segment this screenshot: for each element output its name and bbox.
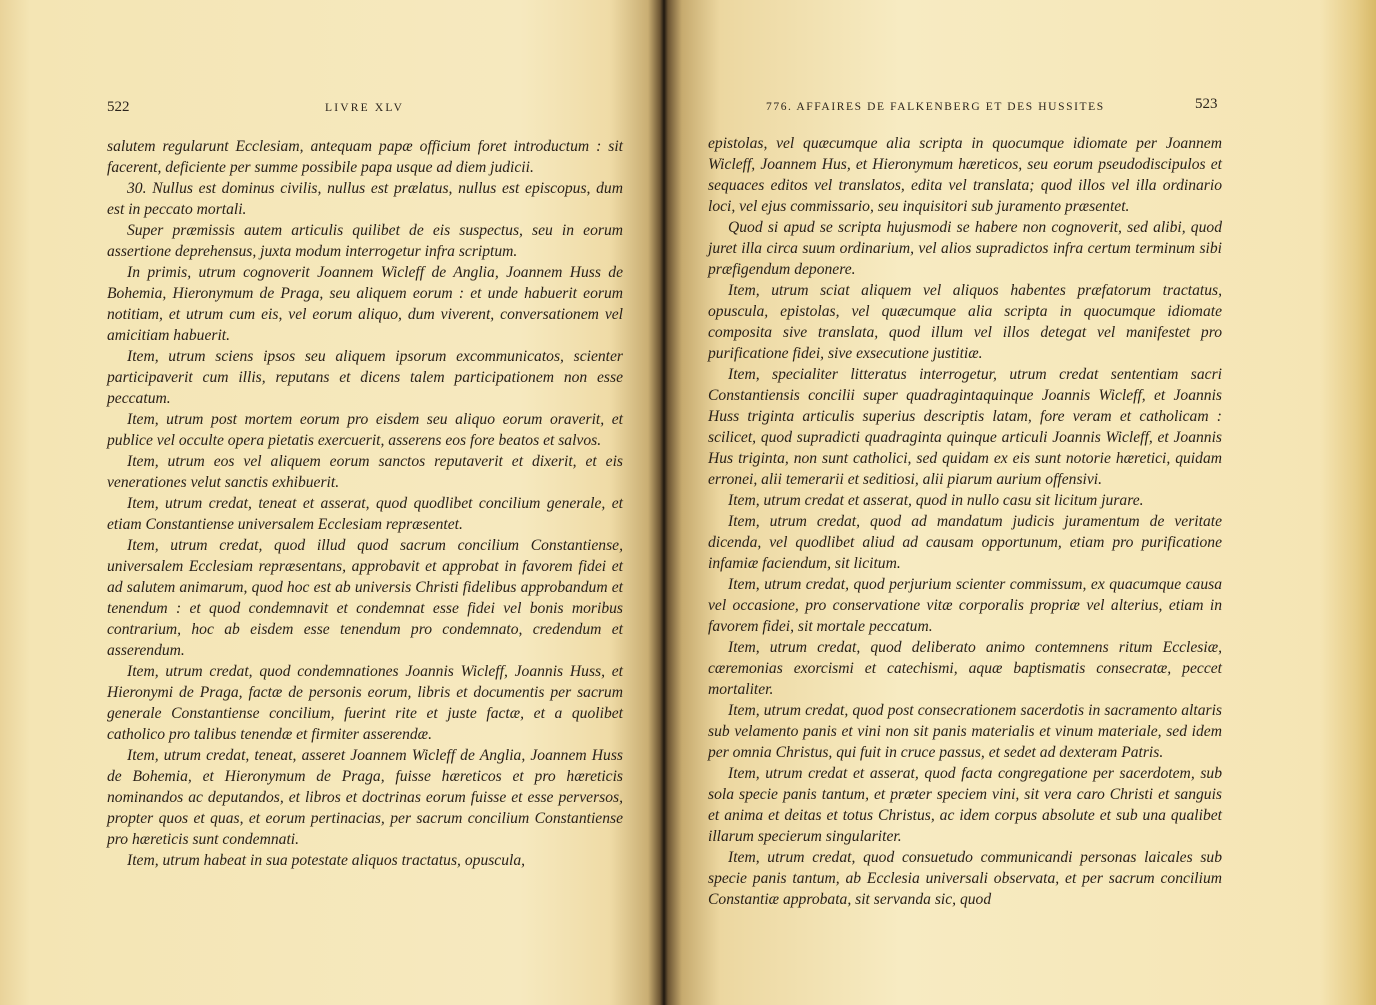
paragraph: Item, utrum sciens ipsos seu aliquem ipsorum excommunicatos, scienter participaverit cum illis, reputans et dicens talem participationem non esse peccatum. <box>107 348 623 407</box>
paragraph: Item, utrum credat, quod illud quod sacrum concilium Constantiense, universalem Ecclesiam repræsentans, approbavit et approbat in favorem fidei et ad salutem animarum, quod hoc est ab universis Christi fidelibus approbandum et tenendum : et quod condemnavit et condemnat esse fidei vel bonis moribus contrarium, hoc ab eisdem esse tenendum pro condemnato, credendum et asserendum. <box>107 537 623 659</box>
paragraph: Item, utrum credat, quod consuetudo communicandi personas laicales sub specie panis tantum, ab Ecclesia universali observata, et per sacrum concilium Constantiæ approbata, sit servanda sic, quod <box>708 849 1222 908</box>
paragraph: Item, utrum credat, teneat et asserat, quod quodlibet concilium generale, et etiam Constantiense universalem Ecclesiam repræsentet. <box>107 495 623 533</box>
paragraph: salutem regularunt Ecclesiam, antequam papæ officium foret introductum : sit facerent, deficiente per summe possibile papa usque ad diem judicii. <box>107 138 623 176</box>
paragraph: Item, utrum credat, quod perjurium scienter commissum, ex quacumque causa vel occasione, pro conservatione vitæ corporalis propriæ vel alterius, etiam in favorem fidei, sit mortale peccatum. <box>708 576 1222 635</box>
running-head: LIVRE XLV <box>325 102 405 114</box>
running-head: 776. AFFAIRES DE FALKENBERG ET DES HUSSITES <box>766 101 1105 113</box>
paragraph: 30. Nullus est dominus civilis, nullus est prælatus, nullus est episcopus, dum est in peccato mortali. <box>107 180 623 218</box>
paragraph: epistolas, vel quæcumque alia scripta in quocumque idiomate per Joannem Wicleff, Joannem Hus, et Hieronymum hæreticos, seu eorum pseudodiscipulos et sequaces editos vel translatos, edita vel translata; quod illos vel illa ordinario loci, vel ejus commissario, seu inquisitori sub juramento præsentet. <box>708 135 1222 215</box>
paragraph: Item, specialiter litteratus interrogetur, utrum credat sententiam sacri Constantiensis concilii super quadragintaquinque Joannis Wicleff, et Joannis Huss triginta articulis superius descriptis latam, fore veram et catholicam : scilicet, quod supradicti quadraginta quinque articuli Joannis Wicleff, et Joannis Hus triginta, non sunt catholici, sed quidam ex eis sunt notorie hæretici, quidam erronei, alii temerarii et seditiosi, alii piarum aurium offensivi. <box>708 366 1222 488</box>
body-text <box>107 136 623 871</box>
paragraph: Item, utrum credat, quod deliberato animo contemnens ritum Ecclesiæ, cæremonias exorcismi et catechismi, aquæ baptismatis consecratæ, peccet mortaliter. <box>708 639 1222 698</box>
paragraph: Item, utrum post mortem eorum pro eisdem seu aliquo eorum oraverit, et publice vel occulte opera pietatis exercuerit, asserens eos fore beatos et salvos. <box>107 411 623 449</box>
paragraph: Item, utrum credat et asserat, quod in nullo casu sit licitum jurare. <box>728 492 1144 509</box>
paragraph: Quod si apud se scripta hujusmodi se habere non cognoverit, sed alibi, quod juret illa circa suum ordinarium, vel alios supradictos infra certum terminum sibi præfigendum deponere. <box>708 219 1222 278</box>
paragraph: Item, utrum credat, quod post consecrationem sacerdotis in sacramento altaris sub velamento panis et vini non sit panis materialis et vinum materiale, sed idem per omnia Christus, qui fuit in cruce passus, et sedet ad dexteram Patris. <box>708 702 1222 761</box>
body-text <box>708 133 1222 910</box>
left-page <box>0 0 660 1005</box>
paragraph: Item, utrum credat, teneat, asseret Joannem Wicleff de Anglia, Joannem Huss de Bohemia, et Hieronymum de Praga, fuisse hæreticos et pro hæreticis nominandos ac deputandos, et libros et doctrinas eorum fuisse et esse perversos, propter quos et quas, et eorum pertinacias, per sacrum concilium Constantiense pro hæreticis sunt condemnati. <box>107 747 623 848</box>
right-page <box>668 0 1376 1005</box>
paragraph: In primis, utrum cognoverit Joannem Wicleff de Anglia, Joannem Huss de Bohemia, Hieronymum de Praga, seu aliquem eorum : et unde habuerit eorum notitiam, et utrum cum eis, vel eorum aliquo, dum viverent, conversationem vel amicitiam habuerit. <box>107 264 623 344</box>
paragraph: Item, utrum credat, quod ad mandatum judicis juramentum de veritate dicenda, vel quodlibet aliud ad causam opportunum, etiam pro purificatione infamiæ faciendum, sit licitum. <box>708 513 1222 572</box>
paragraph: Item, utrum habeat in sua potestate aliquos tractatus, opuscula, <box>127 852 526 869</box>
page-number: 523 <box>1195 96 1218 112</box>
paragraph: Item, utrum credat, quod condemnationes Joannis Wicleff, Joannis Huss, et Hieronymi de Praga, factæ de personis eorum, libris et documentis per sacrum generale Constantiense concilium, fuerint rite et juste factæ, et a quolibet catholico pro talibus tenendæ et firmiter asserendæ. <box>107 663 623 743</box>
paragraph: Super præmissis autem articulis quilibet de eis suspectus, seu in eorum assertione deprehensus, juxta modum interrogetur infra scriptum. <box>107 222 623 260</box>
paragraph: Item, utrum eos vel aliquem eorum sanctos reputaverit et dixerit, et eis venerationes velut sanctis exhibuerit. <box>107 453 623 491</box>
paragraph: Item, utrum sciat aliquem vel aliquos habentes præfatorum tractatus, opuscula, epistolas, vel quæcumque alia scripta in quocumque idiomate composita sive translata, quod illum vel illos detegat vel manifestet pro purificatione fidei, sive exsecutione justitiæ. <box>708 282 1222 362</box>
paragraph: Item, utrum credat et asserat, quod facta congregatione per sacerdotem, sub sola specie panis tantum, et præter speciem vini, sit vera caro Christi et sanguis et anima et deitas et totus Christus, ac idem corpus absolute et sub una qualibet illarum specierum singulariter. <box>708 765 1222 845</box>
page-number: 522 <box>107 99 130 115</box>
